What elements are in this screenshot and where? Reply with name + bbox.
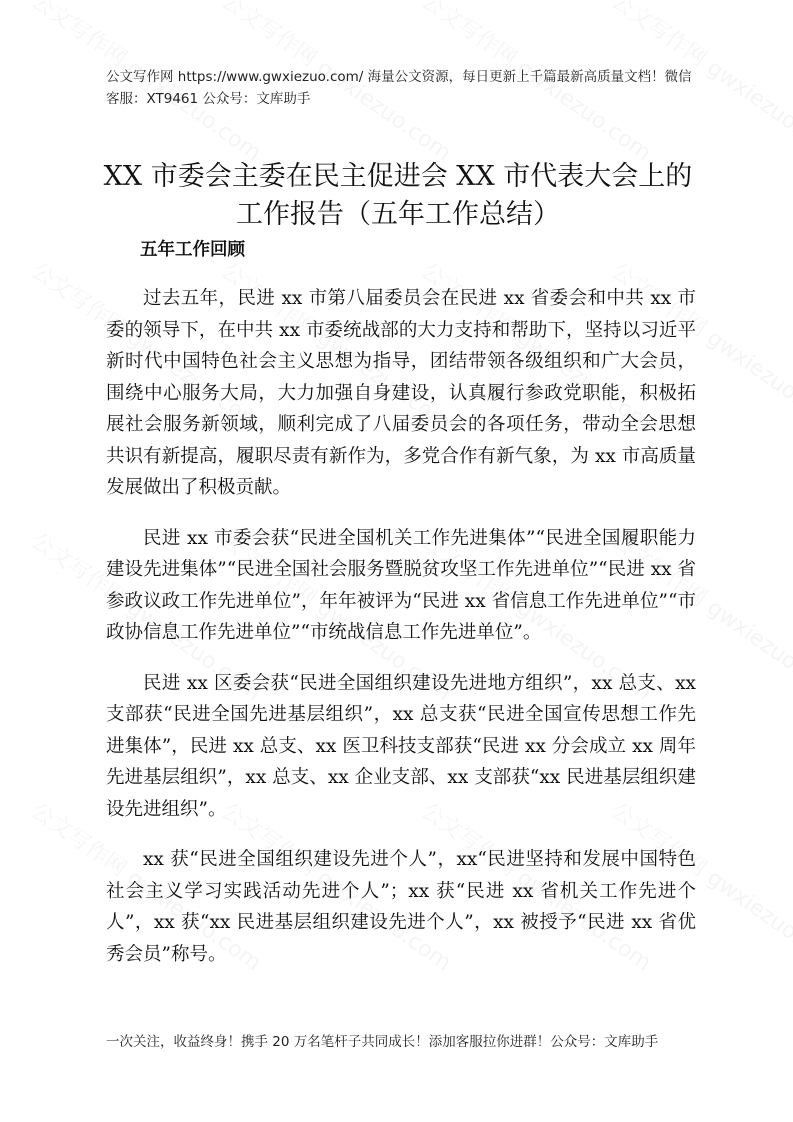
header-note: 公文写作网 https://www.gwxiezuo.com/ 海量公文资源，每日更新上千篇最新高质量文档！微信客服：XT9461 公众号：文库助手 bbox=[106, 69, 692, 107]
paragraph: 过去五年，民进 xx 市第八届委员会在民进 xx 省委会和中共 xx 市委的领导下，在中共 xx 市委统战部的大力支持和帮助下，坚持以习近平新时代中国特色社会主义思想为指导，团结带领各级组织和广大会员，围绕中心服务大局，大力加强自身建设，认真履行参政党职能，积极拓展社会服务新领域，顺利完成了八届委员会的各项任务，带动全会思想共识有新提高，履职尽责有新作为，多党合作有新气象，为 xx 市高质量发展做出了积极贡献。 bbox=[106, 288, 696, 498]
paragraph: xx 获“民进全国组织建设先进个人”，xx“民进坚持和发展中国特色社会主义学习实践活动先进个人”；xx 获“民进 xx 省机关工作先进个人”，xx 获“xx 民进基层组织建设先进个人”，xx 被授予“民进 xx 省优秀会员”称号。 bbox=[106, 849, 696, 965]
footer-note: 一次关注，收益终身！携手 20 万名笔杆子共同成长！添加客服拉你进群！公众号：文库助手 bbox=[106, 1034, 659, 1050]
paragraph: 民进 xx 区委会获“民进全国组织建设先进地方组织”，xx 总支、xx 支部获“民进全国先进基层组织”，xx 总支获“民进全国宣传思想工作先进集体”，民进 xx 总支、xx 医卫科技支部获“民进 xx 分会成立 xx 周年先进基层组织”，xx 总支、xx 企业支部、xx 支部获“xx 民进基层组织建设先进组织”。 bbox=[106, 672, 696, 820]
page-title: XX 市委会主委在民主促进会 XX 市代表大会上的工作报告（五年工作总结） bbox=[103, 161, 693, 231]
paragraph: 民进 xx 市委会获“民进全国机关工作先进集体”“民进全国履职能力建设先进集体”“民进全国社会服务暨脱贫攻坚工作先进单位”“民进 xx 省参政议政工作先进单位”，年年被评为“民进 xx 省信息工作先进单位”“市政协信息工作先进单位”“市统战信息工作先进单位”。 bbox=[106, 527, 696, 643]
section-heading: 五年工作回顾 bbox=[140, 240, 245, 260]
body-text bbox=[106, 283, 696, 989]
